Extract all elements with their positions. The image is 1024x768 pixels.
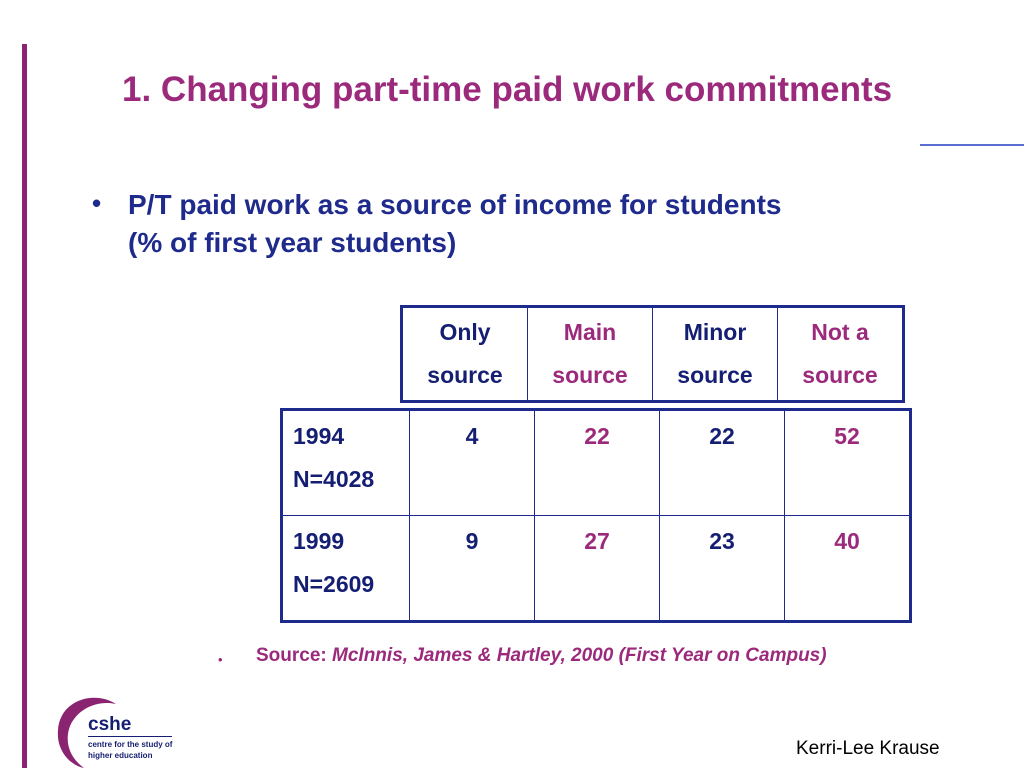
cell-only-source: 9 bbox=[410, 516, 535, 622]
cell-main-source: 22 bbox=[535, 410, 660, 516]
row-year: 1994 bbox=[293, 423, 345, 449]
header-row bbox=[402, 307, 904, 402]
header-line: source bbox=[552, 362, 628, 388]
source-citation bbox=[256, 645, 827, 667]
row-year: 1999 bbox=[293, 528, 345, 554]
bullet-text bbox=[128, 186, 781, 262]
cell-only-source: 4 bbox=[410, 410, 535, 516]
bullet-line-2: (% of first year students) bbox=[128, 227, 457, 258]
header-line: Main bbox=[563, 319, 617, 345]
logo-line-1: centre for the study of bbox=[88, 740, 173, 749]
cell-not-a-source: 52 bbox=[785, 410, 911, 516]
source-label: Source: bbox=[256, 645, 327, 666]
header-only-source bbox=[402, 307, 528, 402]
table-row bbox=[282, 516, 911, 622]
row-label bbox=[282, 516, 410, 622]
table-row bbox=[282, 410, 911, 516]
footer-author: Kerri-Lee Krause bbox=[796, 738, 940, 759]
data-table bbox=[280, 408, 912, 623]
source-bullet-marker: • bbox=[218, 652, 223, 667]
header-minor-source bbox=[653, 307, 778, 402]
header-line: source bbox=[427, 362, 503, 388]
source-reference: McInnis, James & Hartley, 2000 (First Year on Campus) bbox=[332, 645, 827, 666]
header-line: source bbox=[802, 362, 878, 388]
header-not-a-source bbox=[778, 307, 904, 402]
cell-minor-source: 23 bbox=[660, 516, 785, 622]
row-n: N=4028 bbox=[293, 466, 375, 492]
row-n: N=2609 bbox=[293, 571, 375, 597]
logo-divider bbox=[88, 736, 172, 737]
bullet-line-1: P/T paid work as a source of income for students bbox=[128, 189, 782, 220]
left-accent-bar bbox=[22, 44, 27, 768]
slide-title: 1. Changing part-time paid work commitments bbox=[122, 70, 893, 109]
header-line: Only bbox=[439, 319, 491, 345]
row-label bbox=[282, 410, 410, 516]
title-divider bbox=[920, 144, 1024, 146]
cshe-logo bbox=[54, 690, 184, 768]
header-main-source bbox=[528, 307, 653, 402]
cell-main-source: 27 bbox=[535, 516, 660, 622]
table-header bbox=[400, 305, 905, 403]
cell-not-a-source: 40 bbox=[785, 516, 911, 622]
cell-minor-source: 22 bbox=[660, 410, 785, 516]
logo-name: cshe bbox=[88, 714, 132, 735]
logo-line-2: higher education bbox=[88, 751, 153, 760]
bullet-marker: • bbox=[92, 188, 102, 218]
header-line: source bbox=[677, 362, 753, 388]
header-line: Not a bbox=[811, 319, 869, 345]
header-line: Minor bbox=[683, 319, 747, 345]
